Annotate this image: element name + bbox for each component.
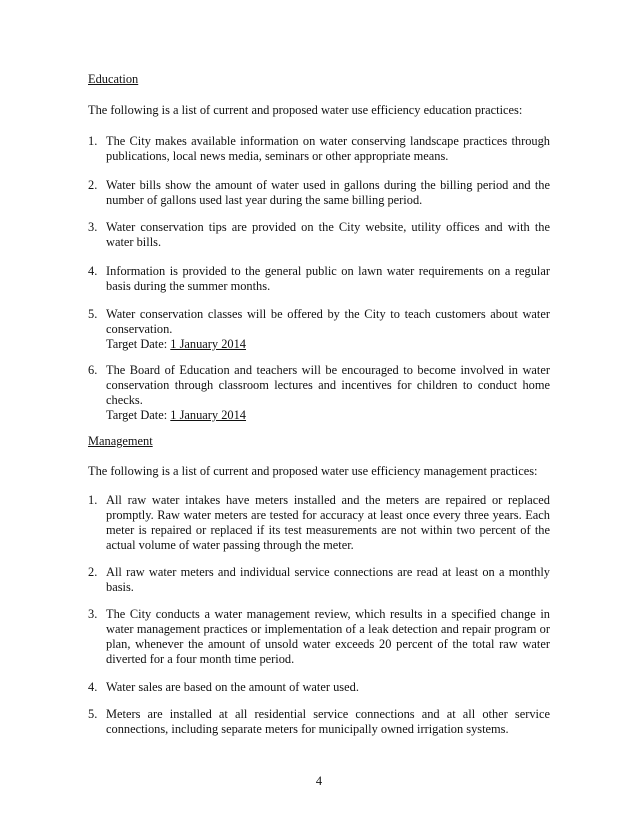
- list-item-text: The City conducts a water management review, which results in a specified change in water management practices or implementation of a leak detection and repair program or plan, whenever the amount of unsold water exceeds 20 percent of the total raw water diverted for a four month time period.: [106, 607, 550, 666]
- target-date-label: Target Date:: [106, 337, 168, 351]
- page-number: 4: [315, 774, 323, 788]
- management-item-5: [88, 707, 550, 737]
- education-item-5: [88, 307, 550, 352]
- list-number: 5.: [88, 307, 98, 321]
- list-number: 1.: [88, 134, 98, 148]
- list-item-text: All raw water meters and individual service connections are read at least on a monthly basis.: [106, 565, 550, 594]
- list-number: 5.: [88, 707, 98, 721]
- management-item-1: [88, 493, 550, 553]
- list-number: 4.: [88, 680, 98, 694]
- list-number: 3.: [88, 220, 98, 234]
- list-item-text: Water conservation tips are provided on the City website, utility offices and with the water bills.: [106, 220, 550, 249]
- management-item-2: [88, 565, 550, 595]
- list-item-text: Water sales are based on the amount of water used.: [106, 680, 359, 694]
- education-item-2: [88, 178, 550, 208]
- management-intro: The following is a list of current and proposed water use efficiency management practices:: [88, 464, 538, 478]
- list-item-text: The City makes available information on water conserving landscape practices through publications, local news media, seminars or other appropriate means.: [106, 134, 550, 163]
- list-item-text: Water bills show the amount of water used in gallons during the billing period and the number of gallons used last year during the same billing period.: [106, 178, 550, 207]
- education-item-1: [88, 134, 550, 164]
- list-number: 6.: [88, 363, 98, 377]
- list-item-text: All raw water intakes have meters installed and the meters are repaired or replaced promptly. Raw water meters are tested for accuracy at least once every three years. Each meter is repaired or replaced if its test measurements are not within two percent of the actual volume of water passing through the meter.: [106, 493, 550, 552]
- list-item-text: Meters are installed at all residential service connections and at all other service connections, including separate meters for municipally owned irrigation systems.: [106, 707, 550, 736]
- education-intro: The following is a list of current and proposed water use efficiency education practices:: [88, 103, 523, 117]
- target-date-label: Target Date:: [106, 408, 168, 422]
- education-item-4: [88, 264, 550, 294]
- target-date-value: 1 January 2014: [170, 337, 247, 351]
- management-item-3: [88, 607, 550, 667]
- list-number: 2.: [88, 565, 98, 579]
- target-date-line: [106, 337, 550, 352]
- education-item-3: [88, 220, 550, 250]
- management-heading: Management: [88, 434, 153, 448]
- list-number: 1.: [88, 493, 98, 507]
- list-number: 3.: [88, 607, 98, 621]
- list-item-text: The Board of Education and teachers will be encouraged to become involved in water conservation through classroom lectures and incentives for children to conduct home checks.: [106, 363, 550, 407]
- list-item-text: Information is provided to the general public on lawn water requirements on a regular basis during the summer months.: [106, 264, 550, 293]
- management-item-4: [88, 680, 550, 695]
- education-item-6: [88, 363, 550, 423]
- list-number: 4.: [88, 264, 98, 278]
- education-heading: Education: [88, 72, 139, 86]
- target-date-line: [106, 408, 550, 423]
- list-number: 2.: [88, 178, 98, 192]
- target-date-value: 1 January 2014: [170, 408, 247, 422]
- list-item-text: Water conservation classes will be offered by the City to teach customers about water conservation.: [106, 307, 550, 336]
